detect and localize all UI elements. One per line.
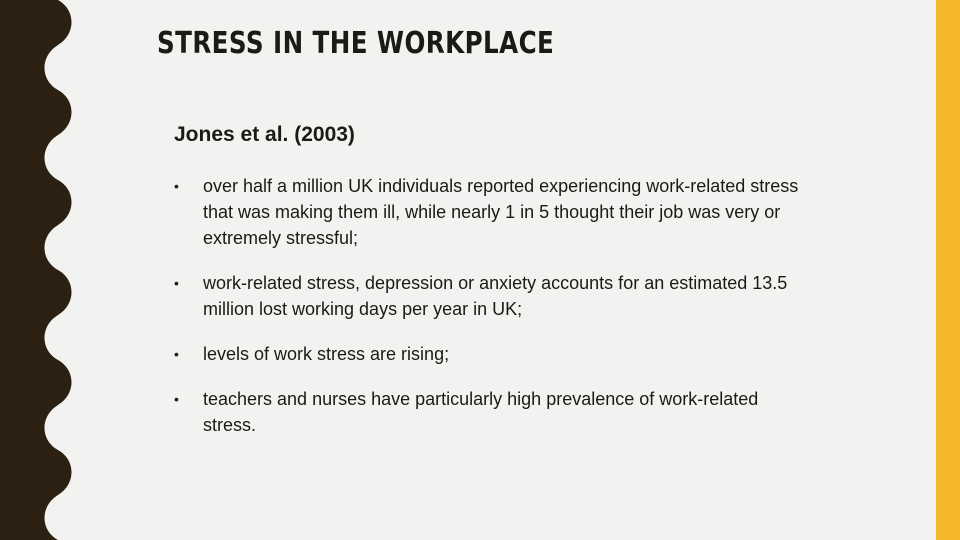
bullet-item	[174, 173, 814, 251]
bullet-marker: •	[174, 391, 179, 407]
left-wavy-border	[0, 0, 80, 540]
bullet-marker: •	[174, 346, 179, 362]
bullet-item	[174, 270, 814, 322]
bullet-text: over half a million UK individuals reported experiencing work-related stress that was making them ill, while nearly 1 in 5 thought their job was very or extremely stressful;	[203, 176, 799, 248]
bullet-item	[174, 341, 814, 367]
bullet-text: levels of work stress are rising;	[203, 344, 450, 364]
bullet-marker: •	[174, 178, 179, 194]
bullet-list	[174, 173, 814, 457]
slide-subtitle: Jones et al. (2003)	[174, 123, 355, 146]
slide-title: STRESS IN THE WORKPLACE	[157, 26, 555, 61]
bullet-text: teachers and nurses have particularly high prevalence of work-related stress.	[203, 389, 759, 435]
right-accent-band	[936, 0, 960, 540]
bullet-text: work-related stress, depression or anxiety accounts for an estimated 13.5 million lost working days per year in UK;	[203, 273, 788, 319]
bullet-item	[174, 386, 814, 438]
bullet-marker: •	[174, 275, 179, 291]
left-wavy-border-shape	[0, 0, 72, 540]
